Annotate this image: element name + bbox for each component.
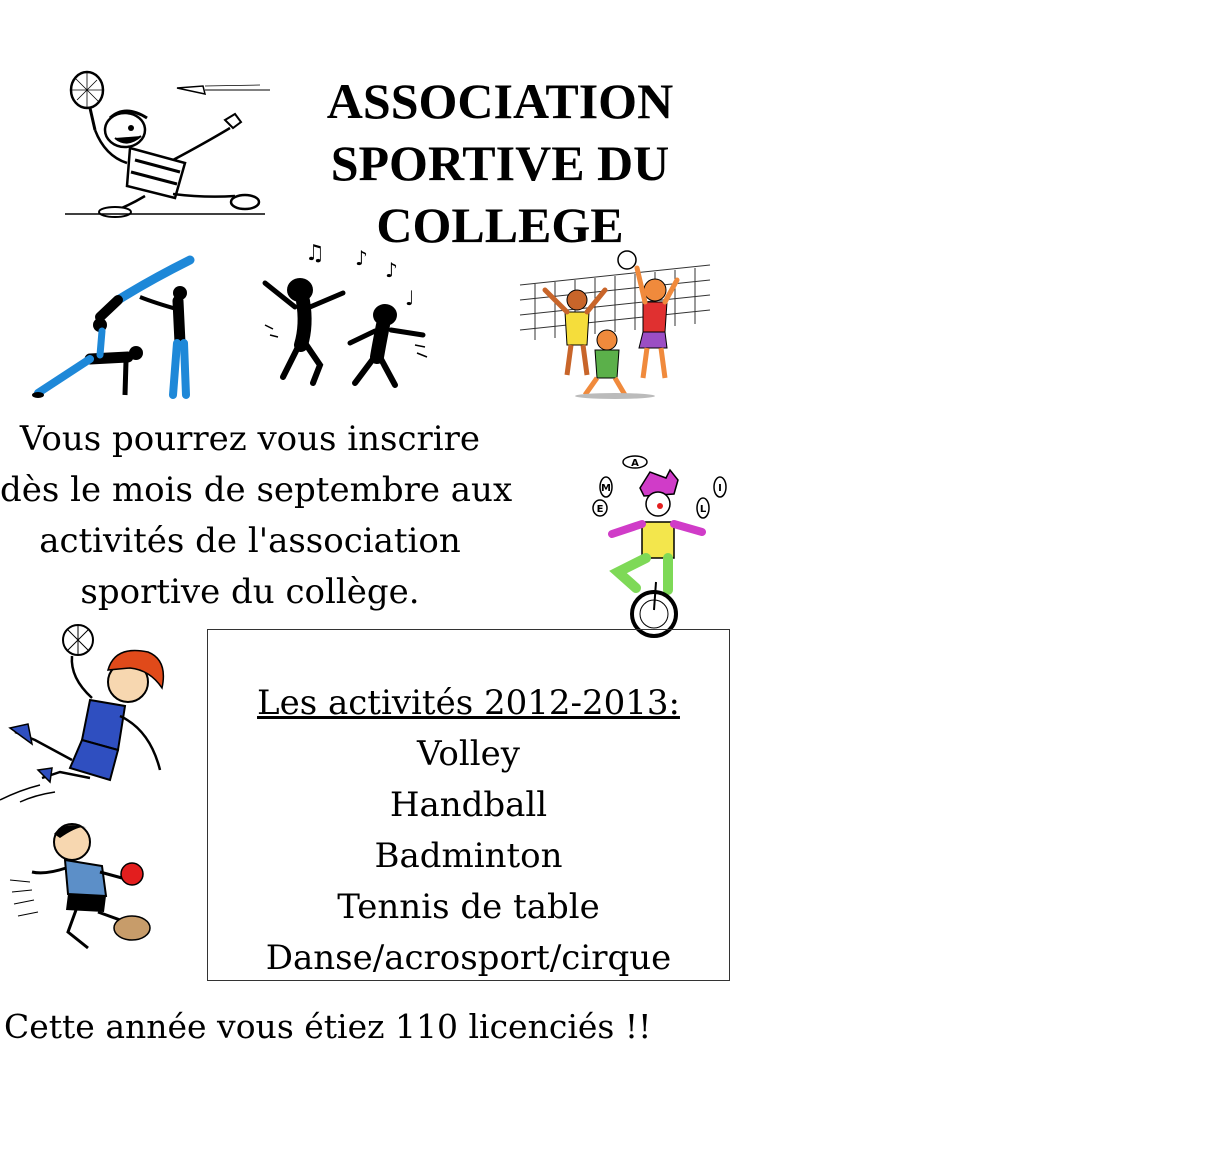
title-line-2: SPORTIVE DU — [330, 135, 670, 191]
svg-text:♩: ♩ — [405, 286, 415, 310]
svg-text:♫: ♫ — [305, 241, 325, 266]
juggler-pin-m: M — [601, 483, 611, 494]
juggler-pin-a: A — [631, 458, 639, 469]
licensees-count-text: Cette année vous étiez 110 licenciés !! — [4, 1007, 652, 1046]
juggler-pin-l: L — [699, 504, 707, 515]
intro-line-2: dès le mois de septembre aux — [0, 470, 513, 510]
intro-line-1: Vous pourrez vous inscrire — [19, 419, 481, 459]
handball-player-icon — [0, 620, 175, 805]
volleyball-players-icon — [515, 250, 715, 400]
svg-text:♪: ♪ — [355, 246, 368, 270]
acrosport-icon — [30, 255, 200, 405]
intro-line-3: activités de l'association — [39, 521, 461, 561]
activities-box — [207, 629, 730, 981]
juggler-unicycle-icon — [578, 450, 738, 635]
activity-volley: Volley — [417, 734, 520, 774]
table-tennis-player-icon — [10, 820, 155, 955]
dancers-icon — [255, 235, 440, 390]
title-line-1: ASSOCIATION — [326, 73, 674, 129]
svg-text:♪: ♪ — [385, 258, 398, 282]
activity-badminton: Badminton — [374, 836, 563, 876]
activity-danse-acrosport-cirque: Danse/acrosport/cirque — [265, 938, 672, 978]
activity-handball: Handball — [389, 785, 548, 825]
badminton-player-icon — [55, 68, 275, 218]
title-line-3: COLLEGE — [376, 197, 624, 253]
activities-heading: Les activités 2012-2013: — [257, 683, 680, 723]
page-title — [300, 70, 700, 256]
juggler-pin-e: E — [596, 504, 604, 515]
intro-line-4: sportive du collège. — [80, 572, 420, 612]
juggler-pin-i: I — [718, 483, 722, 494]
intro-paragraph — [0, 414, 513, 618]
activity-tennis-de-table: Tennis de table — [337, 887, 600, 927]
